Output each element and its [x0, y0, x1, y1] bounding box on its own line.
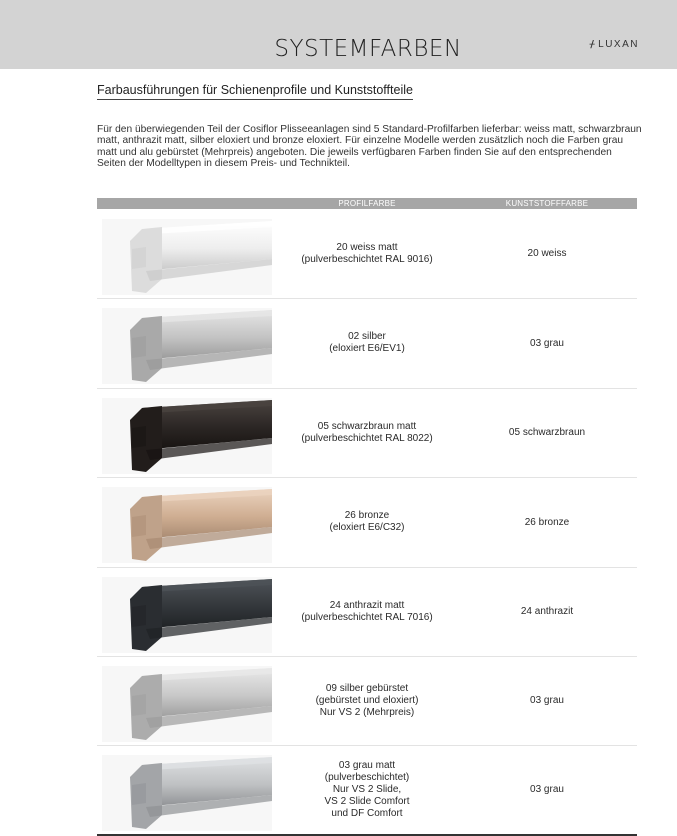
table-row — [97, 209, 637, 299]
profile-rail-image — [102, 577, 272, 653]
table-row — [97, 656, 637, 746]
profilfarbe-line: (pulverbeschichtet RAL 8022) — [301, 432, 433, 444]
kunststofffarbe-cell: 03 grau — [530, 695, 564, 706]
profilfarbe-line: 09 silber gebürstet — [325, 682, 409, 694]
profile-rail-image — [102, 755, 272, 831]
profilfarbe-line: 20 weiss matt — [336, 241, 398, 253]
kunststofffarbe-cell: 03 grau — [530, 784, 564, 795]
profilfarbe-line: 24 anthrazit matt — [329, 599, 405, 611]
profilfarbe-line: (pulverbeschichtet RAL 7016) — [301, 611, 433, 623]
profilfarbe-line: VS 2 Slide Comfort — [324, 795, 410, 807]
profilfarbe-cell — [277, 477, 457, 567]
profilfarbe-line: 02 silber — [348, 331, 386, 342]
brand-logo — [590, 39, 639, 50]
table-row — [97, 567, 637, 657]
profilfarbe-line: (pulverbeschichtet RAL 9016) — [301, 253, 433, 265]
table-row — [97, 388, 637, 478]
profilfarbe-line: Nur VS 2 (Mehrpreis) — [319, 706, 415, 718]
page-title: SYSTEMFARBEN — [274, 36, 462, 62]
table-row — [97, 477, 637, 568]
profilfarbe-cell — [277, 209, 457, 298]
kunststofffarbe-cell: 20 weiss — [527, 248, 567, 259]
profilfarbe-cell — [277, 298, 457, 388]
profilfarbe-line: (pulverbeschichtet) — [324, 771, 410, 783]
profile-rail-image — [102, 398, 272, 474]
profile-rail-image — [102, 666, 272, 742]
profilfarbe-cell — [277, 656, 457, 745]
profilfarbe-cell — [277, 745, 457, 834]
profilfarbe-cell — [277, 567, 457, 656]
profile-rail-image — [102, 308, 272, 384]
section-subtitle: Farbausführungen für Schienenprofile und Kunststoffteile — [97, 83, 413, 100]
profilfarbe-line: Nur VS 2 Slide, — [332, 783, 402, 795]
profilfarbe-line: und DF Comfort — [331, 807, 403, 819]
kunststofffarbe-cell: 24 anthrazit — [520, 606, 574, 617]
kunststofffarbe-cell: 26 bronze — [524, 516, 570, 528]
profilfarbe-line: 26 bronze — [344, 510, 390, 521]
intro-paragraph: Für den überwiegenden Teil der Cosiflor Plisseeanlagen sind 5 Standard-Profilfarben lieferbar: weiss matt, schwarzbraun matt, anthrazit matt, silber eloxiert und bronze eloxiert. Für einzelne Modelle werden zusätzlich noch die Farben grau matt und alu gebürstet (Mehrpreis) angeboten. Die jeweils verfügbaren Farben finden Sie auf den entsprechenden Seiten der Modelltypen in diesem Preis- und Technikteil. — [97, 124, 642, 170]
profilfarbe-line: (eloxiert E6/EV1) — [329, 343, 405, 354]
brand-mark-icon: ᚋ — [589, 39, 597, 50]
brand-name: LUXAN — [598, 39, 639, 50]
profilfarbe-line: 05 schwarzbraun matt — [317, 420, 417, 432]
profilfarbe-line: 03 grau matt — [338, 759, 396, 771]
kunststofffarbe-cell: 03 grau — [530, 337, 564, 349]
table-row — [97, 298, 637, 389]
profilfarbe-line: (gebürstet und eloxiert) — [315, 694, 419, 706]
profile-rail-image — [102, 487, 272, 563]
table-header — [97, 198, 637, 209]
profilfarbe-line: (eloxiert E6/C32) — [329, 522, 405, 533]
column-header-kunststofffarbe: KUNSTSTOFFFARBE — [505, 199, 589, 208]
kunststofffarbe-cell: 05 schwarzbraun — [508, 427, 586, 438]
column-header-profilfarbe: PROFILFARBE — [338, 199, 396, 208]
profile-rail-image — [102, 219, 272, 295]
profilfarbe-cell — [277, 388, 457, 477]
table-row — [97, 745, 637, 836]
page-header — [0, 0, 677, 69]
